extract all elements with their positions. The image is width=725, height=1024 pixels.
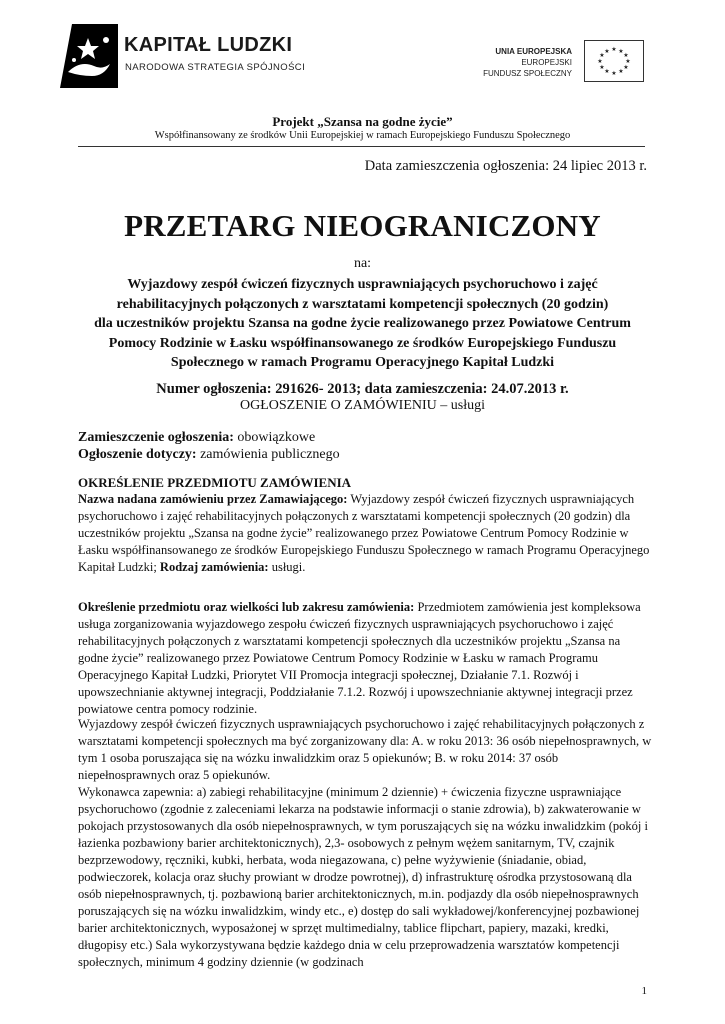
paragraph-label: Określenie przedmiotu oraz wielkości lub zakresu zamówienia: <box>78 600 415 614</box>
meta-label: Zamieszczenie ogłoszenia: <box>78 430 234 445</box>
publication-date: Data zamieszczenia ogłoszenia: 24 lipiec 2013 r. <box>364 158 647 174</box>
eu-label <box>470 46 572 79</box>
subject-line: Pomocy Rodzinie w Łasku współfinansowanego ze środków Europejskiego Funduszu <box>108 335 617 351</box>
eu-flag-icon <box>584 40 644 82</box>
meta-row-placement <box>78 430 315 446</box>
eu-line-1: UNIA EUROPEJSKA <box>495 47 572 56</box>
paragraph-label: Rodzaj zamówienia: <box>159 560 269 574</box>
svg-text:★: ★ <box>599 64 605 71</box>
svg-text:★: ★ <box>623 64 629 71</box>
svg-text:★: ★ <box>604 48 610 55</box>
svg-text:★: ★ <box>618 48 624 55</box>
paragraph-order-name <box>78 491 653 576</box>
announcement-type: OGŁOSZENIE O ZAMÓWIENIU – usługi <box>240 398 485 413</box>
svg-text:★: ★ <box>625 58 631 65</box>
tender-subject <box>70 275 655 373</box>
paragraph-contractor-duties: Wykonawca zapewnia: a) zabiegi rehabilitacyjne (minimum 2 dziennie) + ćwiczenia fizyczne usprawniające psychoruchowo (zgodnie z zaleceniami lekarza na podstawie informacji o stanie zdrowia), b) zakwaterowanie w pokojach przystosowanych dla osób niepełnosprawnych, w tym poruszających się na wózku inwalidzkim (pokój i łazienka pozbawiony barier architektonicznych), 2,3- osobowych z pełnym wężem sanitarnym, TV, czajnik bezprzewodowy, ręczniki, kubki, herbata, woda niegazowana, c) pełne wyżywienie (śniadanie, obiad, podwieczorek, kolacja oraz słuchy prowiant w drodze powrotnej), d) infrastrukturę ośrodka przystosowaną dla osób niepełnosprawnych, tj. pozbawioną barier architektonicznych, m.in. podjazdy dla osób niepełnosprawnych poruszających się na wózku inwalidzkim, windy etc., e) dostęp do sali wykładowej/konferencyjnej pozbawionej barier architektonicznych, wyposażonej w sprzęt multimedialny, tablice flipchart, papiery, mazaki, kredki, długopisy etc.) Sala wykorzystywana będzie każdego dnia w celu przeprowadzenia warsztatów kompetencji społecznych, minimum 4 godziny dziennie (w godzinach <box>78 785 649 969</box>
svg-text:★: ★ <box>611 70 617 77</box>
paragraph-text: Wyjazdowy zespół ćwiczeń fizycznych usprawniających psychoruchowo i zajęć rehabilitacyjnych połączonych z warsztatami kompetencji społecznych (20 godzin) dla uczestników projektu „Szansa na godne życie” realizowanego przez Powiatowe Centrum Pomocy Rodzinie w Łasku współfinansowanego ze środków Europejskiego Funduszu Społecznego w ramach Programu Operacyjnego Kapitał Ludzki; <box>78 492 650 574</box>
paragraph-participants: Wyjazdowy zespół ćwiczeń fizycznych usprawniających psychoruchowo i zajęć rehabilitacyjnych połączonych z warsztatami kompetencji społecznych ma być zorganizowany dla: A. w roku 2013: 36 osób niepełnosprawnych, w tym 1 osoba poruszająca się na wózku inwalidzkim oraz 5 opiekunów; B. w roku 2014: 37 osób niepełnosprawnych oraz 5 opiekunów. <box>78 717 652 782</box>
meta-label: Ogłoszenie dotyczy: <box>78 447 197 462</box>
meta-value: zamówienia publicznego <box>196 447 340 462</box>
announcement-number: Numer ogłoszenia: 291626- 2013; data zamieszczenia: 24.07.2013 r. <box>156 381 569 397</box>
paragraph-label: Nazwa nadana zamówieniu przez Zamawiającego: <box>78 492 348 506</box>
paragraph-text: Przedmiotem zamówienia jest kompleksowa usługa zorganizowania wyjazdowego zespołu ćwiczeń fizycznych usprawniających psychoruchowo i zajęć rehabilitacyjnych połączonych z warsztatami kompetencji społecznych dla uczestników projektu „Szansa na godne życie” realizowanego przez Powiatowe Centrum Pomocy Rodzinie w Łasku w ramach Programu Operacyjnego Kapitał Ludzki, Priorytet VII Promocja integracji społecznej, Działanie 7.1. Rozwój i upowszechnianie aktywnej integracji, Poddziałanie 7.1.2. Rozwój i upowszechnianie aktywnej integracji przez powiatowe centra pomocy rodzinie. <box>78 600 641 716</box>
page-number: 1 <box>641 985 647 997</box>
logo-name: KAPITAŁ LUDZKI <box>124 34 293 56</box>
subject-line: Wyjazdowy zespół ćwiczeń fizycznych usprawniających psychoruchowo i zajęć <box>127 277 598 292</box>
eu-line-2: EUROPEJSKI <box>521 58 572 67</box>
svg-text:★: ★ <box>597 58 603 65</box>
svg-text:★: ★ <box>611 46 617 53</box>
logo-subtitle: NARODOWA STRATEGIA SPÓJNOŚCI <box>125 62 306 73</box>
project-subtitle: Współfinansowany ze środków Unii Europejskiej w ramach Europejskiego Funduszu Społecznego <box>154 130 571 141</box>
meta-value: obowiązkowe <box>233 430 316 445</box>
svg-text:★: ★ <box>623 52 629 59</box>
header-divider <box>78 146 645 147</box>
project-title: Projekt „Szansa na godne życie” <box>272 114 453 129</box>
subject-line: rehabilitacyjnych połączonych z warsztatami kompetencji społecznych (20 godzin) <box>116 296 609 312</box>
na-label: na: <box>353 256 372 271</box>
subject-line: dla uczestników projektu Szansa na godne życie realizowanego przez Powiatowe Centrum <box>94 316 631 331</box>
eu-line-3: FUNDUSZ SPOŁECZNY <box>483 69 572 78</box>
document-title: PRZETARG NIEOGRANICZONY <box>124 208 601 243</box>
paragraph-text: usługi. <box>268 560 306 574</box>
svg-text:★: ★ <box>618 68 624 75</box>
section-heading: OKREŚLENIE PRZEDMIOTU ZAMÓWIENIA <box>78 475 352 490</box>
meta-row-scope <box>78 447 340 463</box>
kapital-ludzki-logo-icon <box>58 20 120 90</box>
paragraph-order-scope <box>78 599 653 718</box>
subject-line: Społecznego w ramach Programu Operacyjnego Kapitał Ludzki <box>170 355 555 370</box>
svg-text:★: ★ <box>599 52 605 59</box>
svg-text:★: ★ <box>604 68 610 75</box>
